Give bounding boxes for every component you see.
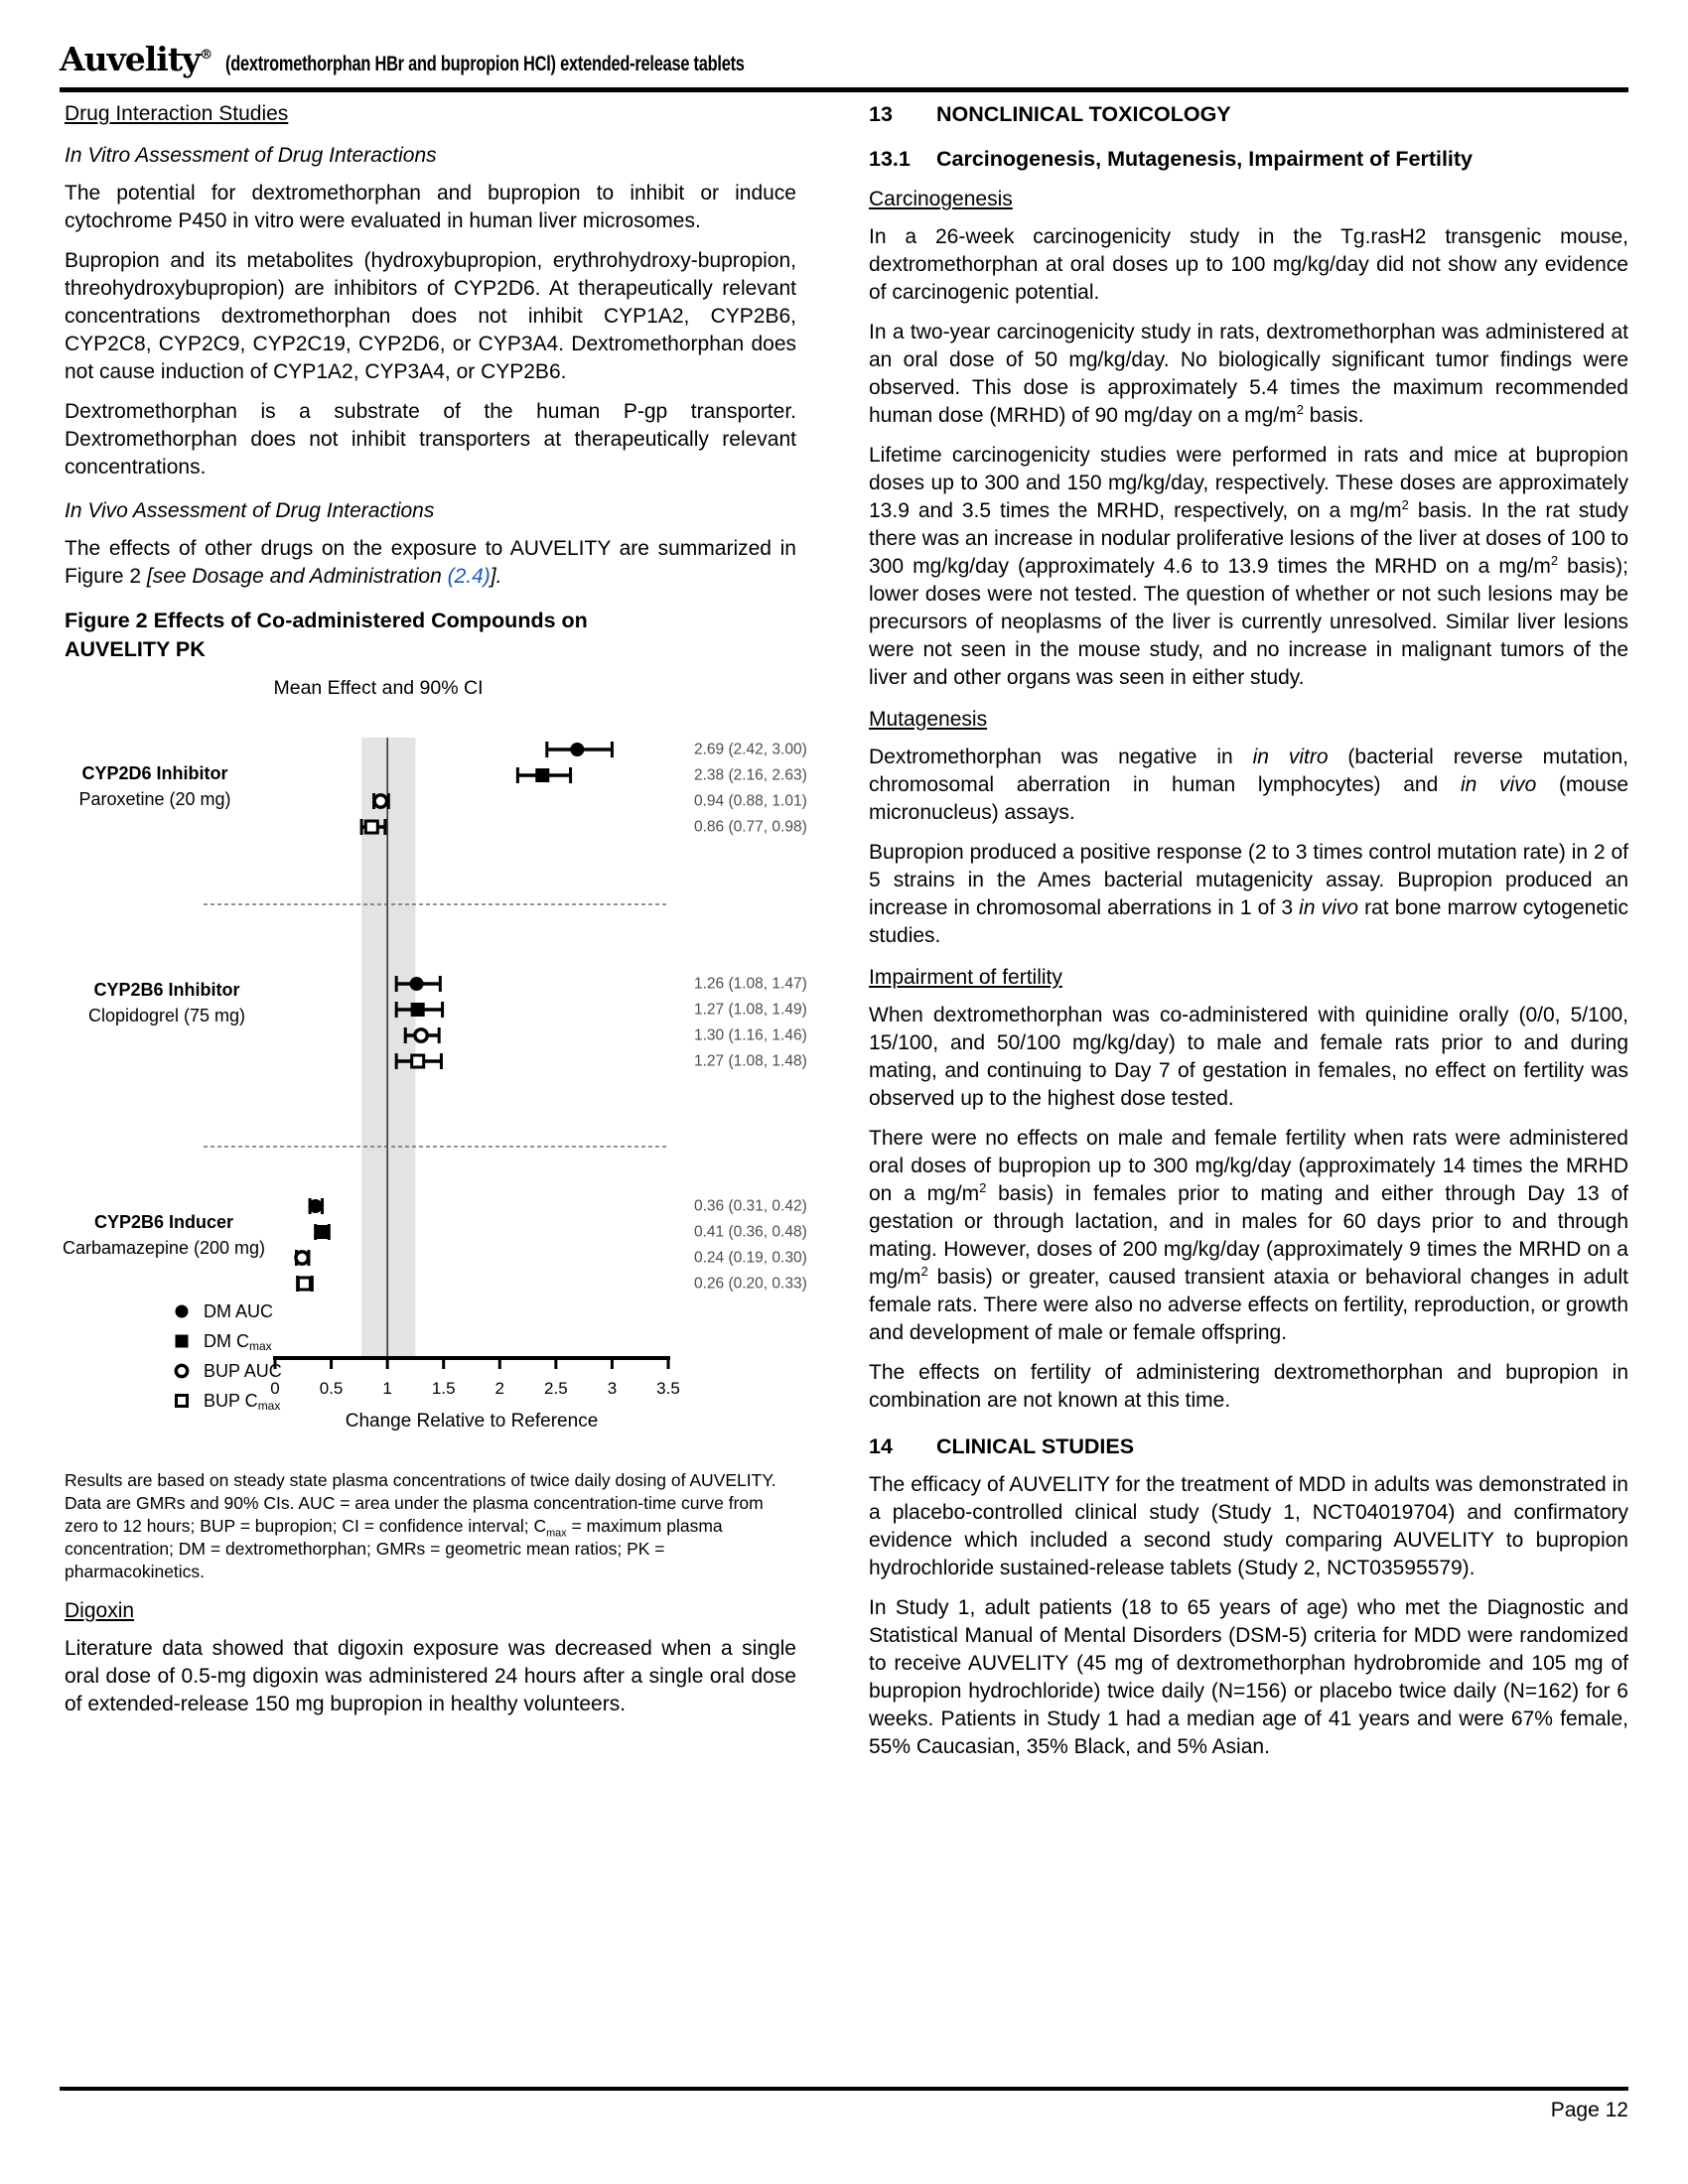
value-label: 0.86 (0.77, 0.98) [694, 818, 807, 836]
forest-plot-svg [62, 666, 814, 1465]
group-label: Clopidogrel (75 mg) [87, 1006, 246, 1025]
para-quinidine: When dextromethorphan was co-administered with quinidine orally (0/0, 5/100, 15/100, and 50/100 mg/kg/day) to male and female rats prior to and during mating, and continuing to Day 7 of gestation in females, no effect on fertility was observed up to the highest dose tested. [869, 1004, 1628, 1110]
forest-row-bup-cmax [361, 819, 807, 836]
header-subtitle: (dextromethorphan HBr and bupropion HCl) extended-release tablets [225, 53, 745, 75]
brand-name: Auvelity [60, 40, 201, 78]
heading-drug-interaction-studies: Drug Interaction Studies [65, 102, 289, 125]
value-label: 0.26 (0.20, 0.33) [694, 1275, 807, 1293]
figure-2-chart [62, 666, 814, 1465]
forest-row-dm-auc [396, 976, 807, 993]
legend-entry-1 [176, 1331, 272, 1353]
para-pgp-transporter: Dextromethorphan is a substrate of the human P-gp transporter. Dextromethorphan does not inhibit transporters at therapeutically relevant concentrations. [65, 400, 796, 478]
section-14-title: CLINICAL STUDIES [936, 1434, 1135, 1458]
legend-entry-0 [176, 1301, 274, 1321]
section-13-1-number: 13.1 [869, 147, 911, 171]
group-label: Carbamazepine (200 mg) [62, 1238, 266, 1258]
para-digoxin: Literature data showed that digoxin exposure was decreased when a single oral dose of 0.5-mg digoxin was administered 24 hours after a single oral dose of extended-release 150 mg bupropion in healthy volunteers. [65, 1637, 796, 1715]
forest-row-dm-auc [547, 742, 807, 758]
forest-row-dm-cmax [396, 1002, 807, 1019]
heading-in-vivo-assessment: In Vivo Assessment of Drug Interactions [65, 499, 435, 522]
group-label-bold: CYP2D6 Inhibitor [81, 763, 228, 783]
section-13-number: 13 [869, 102, 893, 126]
value-label: 1.30 (1.16, 1.46) [694, 1026, 807, 1044]
value-label: 2.38 (2.16, 2.63) [694, 766, 807, 784]
forest-row-dm-cmax [517, 767, 806, 784]
para-lifetime-studies: Lifetime carcinogenicity studies were performed in rats and mice at bupropion doses up to 300 and 150 mg/kg/day, respectively. These doses are approximately 13.9 and 3.5 times the MRHD, respectively, on a $mg/m^2$ basis. In the rat study there was an increase in nodular proliferative lesions of the liver at doses of 100 to 300 mg/kg/day (approximately 4.6 to 13.9 times the MRHD on a $mg/m^2$ basis); lower doses were not tested. The question of whether or not such lesions may be precursors of neoplasms of the liver is currently unresolved. Similar liver lesions were not seen in the mouse study, and no increase in malignant tumors of the liver and other organs was seen in either study. [869, 444, 1629, 689]
forest-row-bup-auc [374, 793, 807, 810]
para-potential: The potential for dextromethorphan and bupropion to inhibit or induce cytochrome P450 in vitro were evaluated in human liver microsomes. [65, 182, 796, 232]
x-tick-label: 0.5 [319, 1379, 344, 1398]
x-axis-title: Change Relative to Reference [345, 1411, 599, 1432]
value-label: 1.26 (1.08, 1.47) [694, 975, 807, 993]
heading-mutagenesis: Mutagenesis [869, 708, 988, 731]
figure-2-caption [65, 607, 796, 664]
value-label: 1.27 (1.08, 1.48) [694, 1052, 807, 1070]
value-label: 2.69 (2.42, 3.00) [694, 741, 807, 758]
para-26-week-study: In a 26-week carcinogenicity study in the Tg.rasH2 transgenic mouse, dextromethorphan at oral doses up to 100 mg/kg/day did not show any evidence of carcinogenic potential. [869, 225, 1628, 304]
forest-group-1 [88, 976, 807, 1070]
figure-2-footnote: Results are based on steady state plasma concentrations of twice daily dosing of AUVELITY. Data are GMRs and 90% CIs. AUC = area under the plasma concentration-time curve from zero to 12 hours; BUP = bupropion; CI = confidence interval; $C_{max}$ = maximum plasma concentration; DM = dextromethorphan; GMRs = geometric mean ratios; PK = pharmacokinetics. [65, 1470, 776, 1581]
forest-group-2 [63, 1198, 807, 1293]
para-dextromethorphan-negative: Dextromethorphan was negative in in vitro (bacterial reverse mutation, chromosomal aberration in human lymphocytes) and in vivo (mouse micronucleus) assays. [869, 746, 1629, 824]
heading-impairment-of-fertility: Impairment of fertility [869, 966, 1062, 989]
para-no-fertility-effects: There were no effects on male and female fertility when rats were administered oral doses of bupropion up to 300 mg/kg/day (approximately 14 times the MRHD on a $mg/m^2$ basis) in females prior to mating and either through Day 13 of gestation or through lactation, and in males for 60 days prior to and through mating. However, doses of 200 mg/kg/day (approximately 9 times the MRHD on a $mg/m^2$ basis) or greater, caused transient ataxia or behavioral changes in adult female rats. There were also no adverse effects on fertility, reproduction, or growth and development of male or female offspring. [869, 1127, 1628, 1344]
right-column [869, 102, 1628, 1773]
value-label: 0.24 (0.19, 0.30) [694, 1249, 807, 1267]
x-tick-label: 3 [607, 1379, 618, 1398]
para-effects-other-drugs: The effects of other drugs on the exposure to AUVELITY are summarized in Figure 2 [see Dosage and Administration (2.4)]. [65, 537, 796, 588]
legend-label: BUP $C_{max}$ [204, 1391, 281, 1413]
figure-2-caption-line2: AUVELITY PK [65, 637, 206, 661]
footer-rule [60, 2087, 1628, 2091]
x-tick-label: 2 [494, 1379, 505, 1398]
para-study-1: In Study 1, adult patients (18 to 65 years of age) who met the Diagnostic and Statistical Manual of Mental Disorders (DSM-5) criteria for MDD were randomized to receive AUVELITY (45 mg of dextromethorphan hydrobromide and 105 mg of bupropion hydrochloride) twice daily (N=156) or placebo twice daily (N=162) for 6 weeks. Patients in Study 1 had a median age of 41 years and were 67% female, 55% Caucasian, 35% Black, and 5% Asian. [869, 1596, 1628, 1758]
value-label: 0.41 (0.36, 0.48) [694, 1223, 807, 1241]
para-combination-unknown: The effects on fertility of administering dextromethorphan and bupropion in combination are not known at this time. [869, 1361, 1628, 1412]
x-tick-label: 3.5 [656, 1379, 680, 1398]
group-label-bold: CYP2B6 Inhibitor [93, 980, 240, 1000]
page-number: Page 12 [1550, 2099, 1628, 2121]
registered-trademark-symbol: ® [200, 48, 212, 63]
cross-reference-link[interactable]: (2.4) [447, 565, 491, 588]
heading-in-vitro-assessment: In Vitro Assessment of Drug Interactions [65, 144, 437, 167]
section-13-heading [869, 102, 1628, 127]
legend-label: BUP AUC [204, 1361, 282, 1381]
value-label: 0.94 (0.88, 1.01) [694, 792, 807, 810]
legend-entry-3 [177, 1391, 281, 1413]
left-column [62, 102, 807, 1730]
forest-row-bup-auc [405, 1027, 807, 1044]
value-label: 0.36 (0.31, 0.42) [694, 1197, 807, 1215]
section-13-1-title: Carcinogenesis, Mutagenesis, Impairment of Fertility [936, 147, 1474, 171]
para-bupropion-metabolites: Bupropion and its metabolites (hydroxybupropion, erythrohydroxy-bupropion, threohydroxybupropion) are inhibitors of CYP2D6. At therapeutically relevant concentrations dextromethorphan does not inhibit CYP1A2, CYP2B6, CYP2C8, CYP2C9, CYP2C19, CYP2D6, or CYP3A4. Dextromethorphan does not cause induction of CYP1A2, CYP3A4, or CYP2B6. [65, 249, 796, 383]
header-rule [60, 87, 1628, 92]
x-tick-label: 2.5 [544, 1379, 568, 1398]
para-two-year-study: In a two-year carcinogenicity study in rats, dextromethorphan was administered at an oral dose of 50 mg/kg/day. No biologically significant tumor findings were observed. This dose is approximately 5.4 times the maximum recommended human dose (MRHD) of 90 mg/day on a $mg/m^2$ basis. [869, 321, 1628, 427]
section-14-number: 14 [869, 1434, 893, 1458]
figure-2-caption-line1: Figure 2 Effects of Co-administered Compounds on [65, 609, 588, 632]
legend-entry-2 [176, 1361, 281, 1381]
section-13-title: NONCLINICAL TOXICOLOGY [936, 102, 1231, 126]
value-label: 1.27 (1.08, 1.49) [694, 1001, 807, 1019]
legend-label: DM AUC [204, 1301, 274, 1321]
x-tick-label: 1.5 [431, 1379, 456, 1398]
group-label: Paroxetine (20 mg) [78, 789, 231, 809]
chart-title: Mean Effect and 90% CI [273, 677, 484, 699]
page-header [60, 40, 1628, 87]
x-tick-label: 0 [270, 1379, 280, 1398]
heading-digoxin: Digoxin [65, 1599, 135, 1622]
brand-logo [60, 40, 211, 78]
heading-carcinogenesis: Carcinogenesis [869, 188, 1013, 210]
section-14-heading [869, 1434, 1628, 1459]
x-tick-label: 1 [382, 1379, 392, 1398]
para-bupropion-positive: Bupropion produced a positive response (2 to 3 times control mutation rate) in 2 of 5 strains in the Ames bacterial mutagenicity assay. Bupropion produced an increase in chromosomal aberrations in 1 of 3 in vivo rat bone marrow cytogenetic studies. [869, 841, 1628, 947]
section-13-1-heading [869, 147, 1628, 172]
group-label-bold: CYP2B6 Inducer [93, 1212, 234, 1232]
forest-row-bup-cmax [396, 1053, 807, 1070]
forest-group-0 [78, 742, 806, 836]
legend-label: DM $C_{max}$ [204, 1331, 272, 1353]
para-efficacy: The efficacy of AUVELITY for the treatment of MDD in adults was demonstrated in a placebo-controlled clinical study (Study 1, NCT04019704) and confirmatory evidence which included a second study comparing AUVELITY to bupropion hydrochloride sustained-release tablets (Study 2, NCT03595579). [869, 1473, 1628, 1579]
